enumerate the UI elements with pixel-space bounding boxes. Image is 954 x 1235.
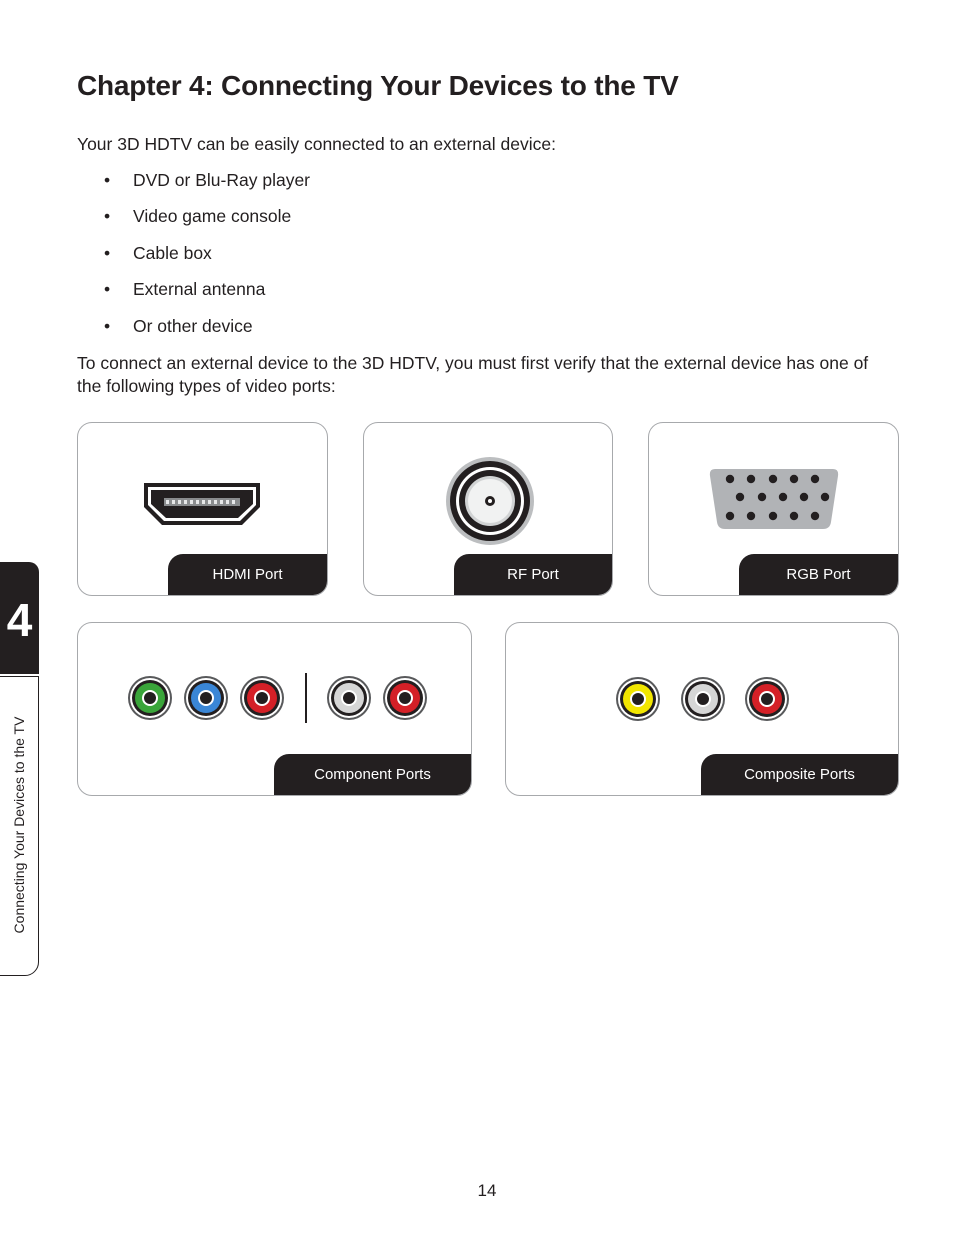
rgb-port-label: RGB Port [739, 554, 898, 595]
rgb-port-card [648, 422, 899, 596]
list-item [77, 243, 310, 279]
hdmi-connector-icon [140, 479, 264, 529]
hdmi-port-card [77, 422, 328, 596]
composite-rca-jacks-icon [612, 673, 794, 725]
list-item [77, 279, 310, 315]
component-ports-card [77, 622, 472, 796]
composite-ports-label: Composite Ports [701, 754, 898, 795]
rca-jack [745, 677, 789, 721]
verify-text: To connect an external device to the 3D HDTV, you must first verify that the external device has one of the following types of video ports: [77, 353, 869, 396]
rca-jack [681, 677, 725, 721]
rca-jack [327, 676, 371, 720]
component-ports-label: Component Ports [274, 754, 471, 795]
list-item-text: External antenna [133, 279, 266, 300]
device-list [77, 170, 310, 352]
hdmi-port-label: HDMI Port [168, 554, 327, 595]
bullet: • [104, 206, 111, 227]
bullet: • [104, 279, 111, 300]
list-item-text: Cable box [133, 242, 212, 263]
bullet: • [104, 170, 111, 190]
chapter-tab-label: Connecting Your Devices to the TV [11, 716, 27, 934]
rf-port-label: RF Port [454, 554, 612, 595]
chapter-number: 4 [6, 594, 33, 646]
coaxial-connector-icon [444, 455, 536, 547]
list-item [77, 170, 310, 206]
rca-jack [184, 676, 228, 720]
list-item-text: DVD or Blu-Ray player [133, 170, 310, 190]
bullet: • [104, 315, 111, 336]
rf-port-card [363, 422, 613, 596]
page-number: 14 [477, 1181, 497, 1200]
list-item [77, 206, 310, 242]
composite-ports-card [505, 622, 899, 796]
rca-jack [383, 676, 427, 720]
bullet: • [104, 242, 111, 263]
intro-text: Your 3D HDTV can be easily connected to an external device: [77, 134, 556, 154]
rca-jack [240, 676, 284, 720]
list-item-text: Or other device [133, 315, 253, 336]
list-item-text: Video game console [133, 206, 292, 227]
page-title: Chapter 4: Connecting Your Devices to the TV [77, 70, 679, 101]
component-rca-jacks-icon [126, 671, 428, 725]
rca-jack [128, 676, 172, 720]
list-item [77, 316, 310, 352]
vga-connector-icon [707, 465, 841, 533]
rca-jack [616, 677, 660, 721]
